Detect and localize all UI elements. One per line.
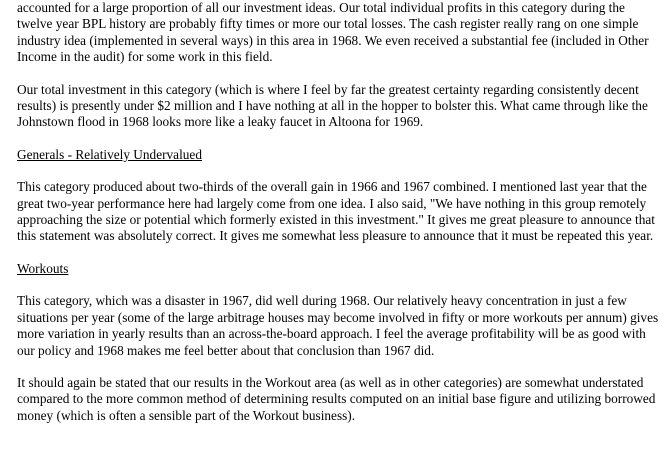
paragraph-workouts-2: It should again be stated that our results in the Workout area (as well as in other categories) are somewhat understated compared to the more common method of determining results computed on an initial base figure and utilizing borrowed money (which is often a sensible part of the Workout business). [17, 374, 656, 423]
paragraph-total-investment: Our total investment in this category (which is where I feel by far the greatest certainty regarding consistently decent results) is presently under $2 million and I have nothing at all in the hopper to bolster this. What came through like the Johnstown flood in 1968 looks more like a leaky faucet in Altoona for 1969. [17, 81, 648, 130]
heading-workouts: Workouts [17, 260, 69, 276]
paragraph-investment-ideas: accounted for a large proportion of all our investment ideas. Our total individual profits in this category during the twelve year BPL history are probably fifty times or more our total losses. The cash register really rang on one simple industry idea (implemented in several ways) in this area in 1968. We even received a substantial fee (included in Other Income in the audit) for some work in this field. [17, 0, 649, 65]
document-page [17, 0, 663, 424]
heading-generals: Generals - Relatively Undervalued [17, 146, 202, 162]
paragraph-workouts-1: This category, which was a disaster in 1967, did well during 1968. Our relatively heavy concentration in just a few situations per year (some of the large arbitrage houses may become involved in fifty or more workouts per annum) gives more variation in yearly results than an across-the-board approach. I feel the average profitability will be as good with our policy and 1968 makes me feel better about that conclusion than 1967 did. [17, 293, 659, 358]
paragraph-generals: This category produced about two-thirds of the overall gain in 1966 and 1967 combined. I mentioned last year that the great two-year performance here had largely come from one idea. I also said, "We have nothing in this group remotely approaching the size or potential which formerly existed in this investment." It gives me great pleasure to announce that this statement was absolutely correct. It gives me somewhat less pleasure to announce that it must be repeated this year. [17, 179, 655, 244]
